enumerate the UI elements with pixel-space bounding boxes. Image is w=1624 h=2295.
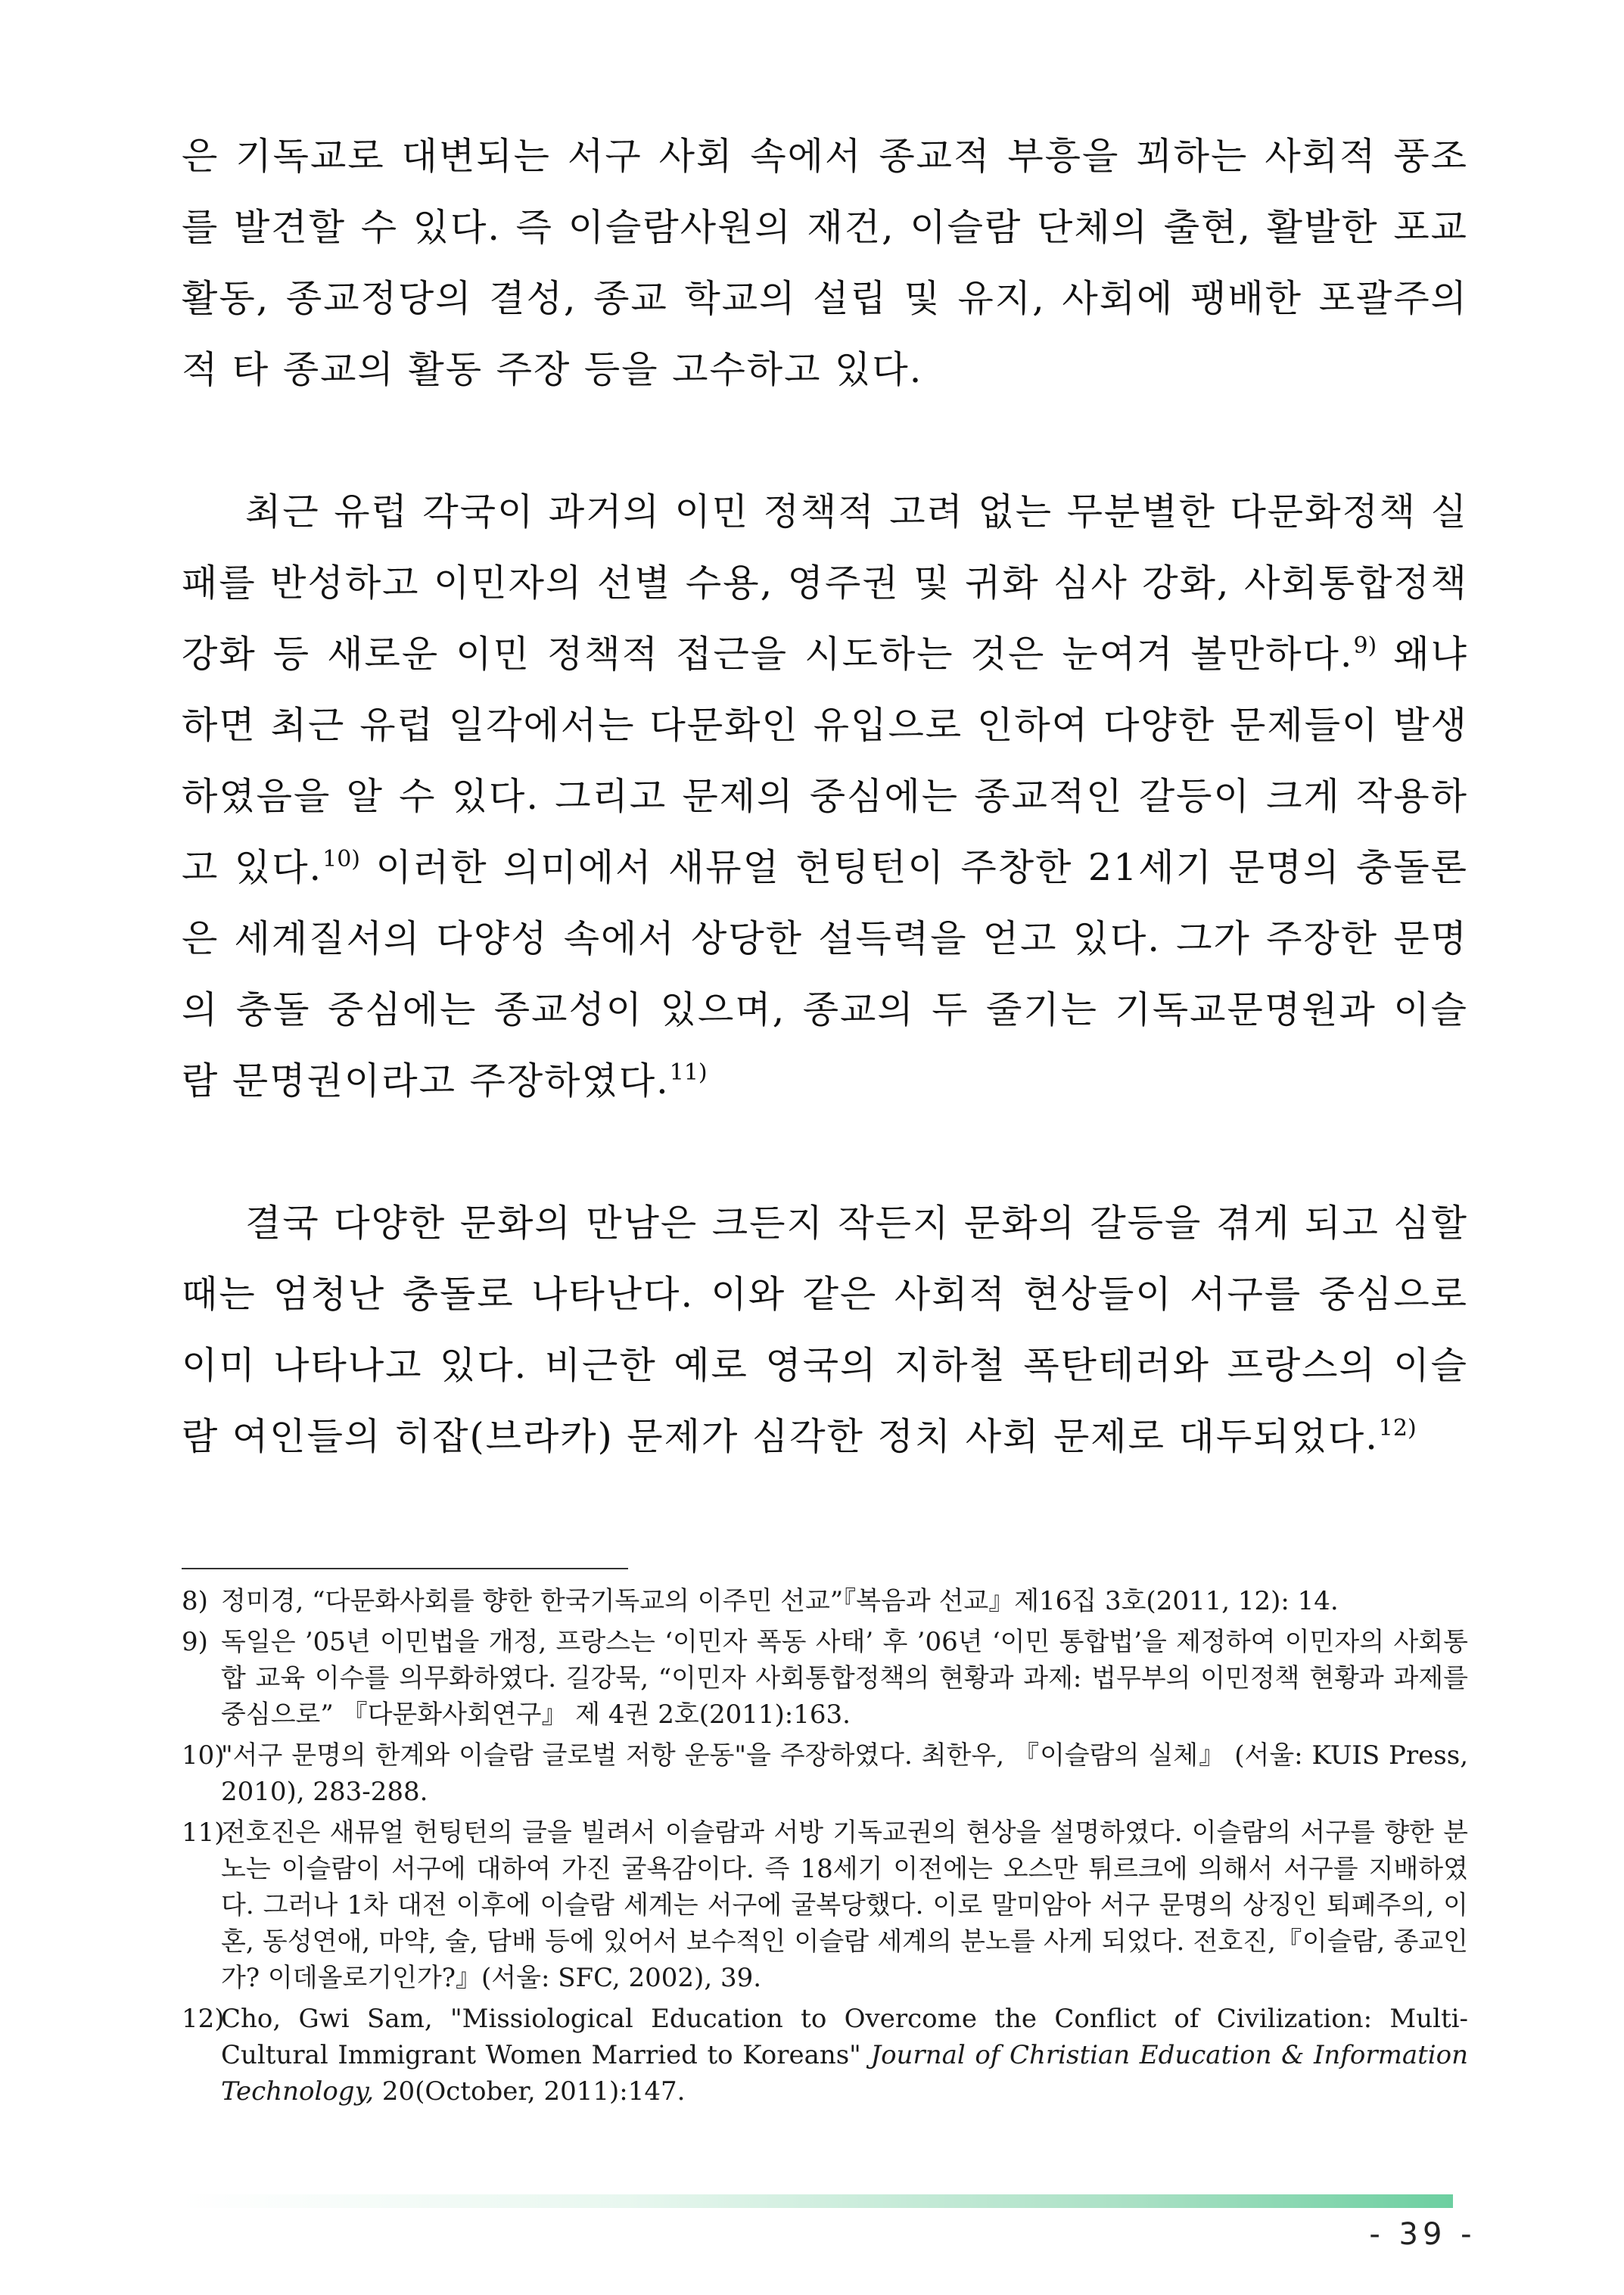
footnote-marker: 12) [1378, 1415, 1417, 1441]
footnote-text-part: 독일은 ’05년 이민법을 개정, 프랑스는 ‘이민자 폭동 사태’ 후 ’06년 ‘이민 통합법’을 제정하여 이민자의 사회통합 교육 이수를 의무화하였다. 길강묵, “이민자 사회통합정책의 현황과 과제: 법무부의 이민정책 현황과 과제를 중심으로” 『다문화사회연구』 제 4권 2호(2011):163. [221, 1627, 1468, 1730]
footnote-number: 8) [182, 1586, 208, 1616]
footnote-text [221, 1815, 1468, 1996]
footnotes [182, 1583, 1468, 2114]
footnote-number: 12) [182, 2004, 225, 2034]
footnote-text [221, 1583, 1468, 1619]
footnote [182, 1737, 1468, 1810]
footnote-text-part: 전호진은 새뮤얼 헌팅턴의 글을 빌려서 이슬람과 서방 기독교권의 현상을 설명하였다. 이슬람의 서구를 향한 분노는 이슬람이 서구에 대하여 가진 굴욕감이다. 즉 18세기 이전에는 오스만 튀르크에 의해서 서구를 지배하였다. 그러나 1차 대전 이후에 이슬람 세계는 서구에 굴복당했다. 이로 말미암아 서구 문명의 상징인 퇴폐주의, 이혼, 동성연애, 마약, 술, 담배 등에 있어서 보수적인 이슬람 세계의 분노를 사게 되었다. 전호진,『이슬람, 종교인가? 이데올로기인가?』(서울: SFC, 2002), 39. [221, 1818, 1468, 1993]
footnote-text-part: 20(October, 2011):147. [374, 2076, 686, 2107]
footnote-number: 9) [182, 1627, 208, 1657]
body-paragraph [182, 1188, 1468, 1472]
paragraph-text: 결국 다양한 문화의 만남은 크든지 작든지 문화의 갈등을 겪게 되고 심할 때는 엄청난 충돌로 나타난다. 이와 같은 사회적 현상들이 서구를 중심으로 이미 나타나고 있다. 비근한 예로 영국의 지하철 폭탄테러와 프랑스의 이슬람 여인들의 히잡(브라카) 문제가 심각한 정치 사회 문제로 대두되었다. [182, 1202, 1468, 1458]
footnote [182, 1583, 1468, 1619]
footnote-text-part: 정미경, “다문화사회를 향한 한국기독교의 이주민 선교”『복음과 선교』제16집 3호(2011, 12): 14. [221, 1586, 1339, 1616]
footnote [182, 1815, 1468, 1996]
page-number: - 39 - [1369, 2217, 1476, 2252]
footnote-number: 10) [182, 1740, 225, 1771]
body-text [182, 121, 1468, 1472]
paragraph-text: 최근 유럽 각국이 과거의 이민 정책적 고려 없는 무분별한 다문화정책 실패를 반성하고 이민자의 선별 수용, 영주권 및 귀화 심사 강화, 사회통합정책 강화 등 새로운 이민 정책적 접근을 시도하는 것은 눈여겨 볼만하다. [182, 490, 1468, 676]
footnote-text [221, 2001, 1468, 2110]
body-paragraph [182, 477, 1468, 1117]
body-paragraph [182, 121, 1468, 406]
paragraph-text: 왜냐하면 최근 유럽 일각에서는 다문화인 유입으로 인하여 다양한 문제들이 발생하였음을 알 수 있다. 그리고 문제의 중심에는 종교적인 갈등이 크게 작용하고 있다. [182, 633, 1468, 889]
footer-accent-bar [182, 2194, 1453, 2208]
paragraph-text: 이러한 의미에서 새뮤얼 헌팅턴이 주창한 21세기 문명의 충돌론은 세계질서의 다양성 속에서 상당한 설득력을 얻고 있다. 그가 주장한 문명의 충돌 중심에는 종교성이 있으며, 종교의 두 줄기는 기독교문명원과 이슬람 문명권이라고 주장하였다. [182, 846, 1469, 1102]
paragraph-text: 은 기독교로 대변되는 서구 사회 속에서 종교적 부흥을 꾀하는 사회적 풍조를 발견할 수 있다. 즉 이슬람사원의 재건, 이슬람 단체의 출현, 활발한 포교 활동, 종교정당의 결성, 종교 학교의 설립 및 유지, 사회에 팽배한 포괄주의적 타 종교의 활동 주장 등을 고수하고 있다. [182, 135, 1468, 391]
footnote [182, 1624, 1468, 1733]
footnote-marker: 9) [1353, 633, 1377, 659]
footnote-italic-title: Journal of Christian Education & Information Technology, [221, 2040, 1468, 2107]
footnote [182, 2001, 1468, 2110]
footnote-marker: 11) [669, 1059, 708, 1086]
footnote-text [221, 1624, 1468, 1733]
footnote-number: 11) [182, 1818, 225, 1848]
footnote-text [221, 1737, 1468, 1810]
footnote-text-part: Cho, Gwi Sam, "Missiological Education to Overcome the Conflict of Civilization: Multi-Cultural Immigrant Women Married to Koreans" [221, 2004, 1468, 2070]
footnote-divider [182, 1568, 628, 1569]
footnote-text-part: "서구 문명의 한계와 이슬람 글로벌 저항 운동"을 주장하였다. 최한우, 『이슬람의 실체』 (서울: KUIS Press, 2010), 283-288. [221, 1740, 1468, 1807]
footnote-marker: 10) [322, 846, 361, 872]
